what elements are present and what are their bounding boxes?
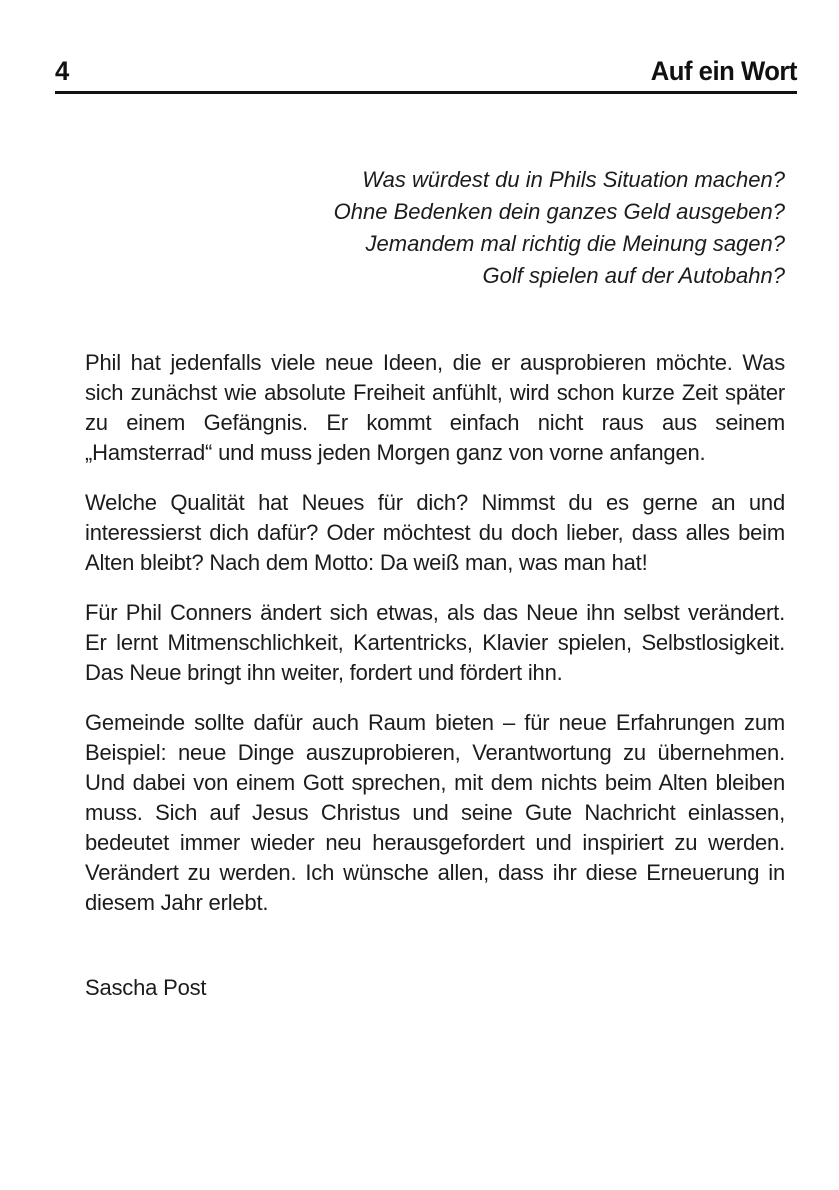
intro-question-line: Jemandem mal richtig die Meinung sagen?: [365, 231, 785, 256]
body-paragraph: Phil hat jedenfalls viele neue Ideen, die er ausprobieren möchte. Was sich zunächst wie absolute Freiheit anfühlt, wird schon kurze Zeit später zu einem Gefängnis. Er kommt einfach nicht raus aus seinem „Hamsterrad“ und muss jeden Morgen ganz von vorne anfangen.: [85, 350, 785, 465]
body-paragraph: Für Phil Conners ändert sich etwas, als das Neue ihn selbst verändert. Er lernt Mitmenschlichkeit, Kartentricks, Klavier spielen, Selbstlosigkeit. Das Neue bringt ihn weiter, fordert und fördert ihn.: [85, 600, 785, 685]
intro-question-line: Golf spielen auf der Autobahn?: [482, 263, 785, 288]
article-body: [85, 348, 785, 1003]
intro-question-line: Ohne Bedenken dein ganzes Geld ausgeben?: [333, 199, 785, 224]
author-signature: Sascha Post: [85, 975, 207, 1000]
body-paragraph: Gemeinde sollte dafür auch Raum bieten – für neue Erfahrungen zum Beispiel: neue Dinge auszuprobieren, Verantwortung zu übernehmen. Und dabei von einem Gott sprechen, mit dem nichts beim Alten bleiben muss. Sich auf Jesus Christus und seine Gute Nachricht einlassen, bedeutet immer wieder neu herausgefordert und inspiriert zu werden. Verändert zu werden. Ich wünsche allen, dass ihr diese Erneuerung in diesem Jahr erlebt.: [85, 710, 785, 915]
page-header: [55, 56, 797, 94]
page-number: 4: [55, 56, 69, 86]
intro-questions: [85, 164, 785, 292]
page-title: Auf ein Wort: [650, 56, 797, 86]
body-paragraph: Welche Qualität hat Neues für dich? Nimmst du es gerne an und interessierst dich dafür? Oder möchtest du doch lieber, dass alles beim Alten bleibt? Nach dem Motto: Da weiß man, was man hat!: [85, 490, 785, 575]
intro-question-line: Was würdest du in Phils Situation machen?: [362, 167, 785, 192]
